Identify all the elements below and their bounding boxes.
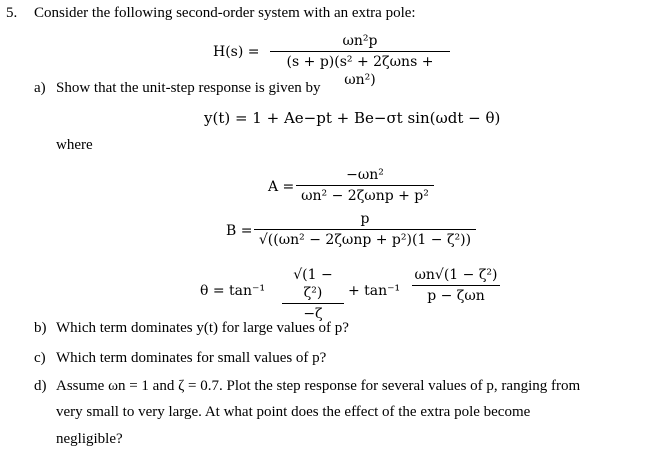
problem-number: 5. bbox=[6, 5, 18, 21]
a-denominator: ωn² − 2ζωnp + p² bbox=[301, 188, 429, 204]
theta-numerator-1: √(1 − ζ²) bbox=[293, 267, 333, 301]
b-label: B = bbox=[226, 223, 253, 239]
problem-intro: Consider the following second-order system with an extra pole: bbox=[34, 5, 416, 21]
y-equation: y(t) = 1 + Ae−pt + Be−σt sin(ωdt − θ) bbox=[204, 109, 501, 127]
part-b-text: Which term dominates y(t) for large values of p? bbox=[56, 320, 349, 336]
part-d-line-1: Assume ωn = 1 and ζ = 0.7. Plot the step response for several values of p, ranging from bbox=[56, 378, 581, 394]
part-a-text: Show that the unit-step response is given by bbox=[56, 80, 321, 96]
theta-plus-arctan: + tan⁻¹ bbox=[348, 283, 401, 299]
b-denominator: √((ωn² − 2ζωnp + p²)(1 − ζ²)) bbox=[258, 232, 472, 248]
part-d-line-2: very small to very large. At what point does the effect of the extra pole become bbox=[56, 404, 531, 420]
theta-numerator-2: ωn√(1 − ζ²) bbox=[414, 267, 498, 283]
part-b-label: b) bbox=[34, 320, 47, 336]
theta-fraction-1 bbox=[282, 266, 344, 323]
part-c-text: Which term dominates for small values of p? bbox=[56, 350, 327, 366]
b-fraction bbox=[254, 210, 476, 249]
theta-fraction-2 bbox=[412, 266, 500, 305]
h-numerator: ωn²p bbox=[342, 33, 378, 49]
b-numerator: p bbox=[360, 211, 370, 227]
fraction-bar bbox=[270, 51, 450, 52]
a-label: A = bbox=[268, 179, 295, 195]
h-denominator: (s + p)(s² + 2ζωns + ωn²) bbox=[286, 54, 434, 88]
part-c-label: c) bbox=[34, 350, 46, 366]
h-label: H(s) = bbox=[213, 44, 260, 60]
a-fraction bbox=[296, 166, 434, 205]
fraction-bar bbox=[282, 303, 344, 304]
a-numerator: −ωn² bbox=[346, 167, 384, 183]
fraction-bar bbox=[254, 229, 476, 230]
where-label: where bbox=[56, 137, 93, 153]
part-a-label: a) bbox=[34, 80, 46, 96]
part-d-line-3: negligible? bbox=[56, 431, 123, 447]
fraction-bar bbox=[296, 185, 434, 186]
part-d-label: d) bbox=[34, 378, 47, 394]
theta-denominator-2: p − ζωn bbox=[427, 288, 485, 304]
theta-label: θ = tan⁻¹ bbox=[200, 283, 266, 299]
theta-denominator-1: −ζ bbox=[303, 306, 323, 322]
fraction-bar bbox=[412, 285, 500, 286]
